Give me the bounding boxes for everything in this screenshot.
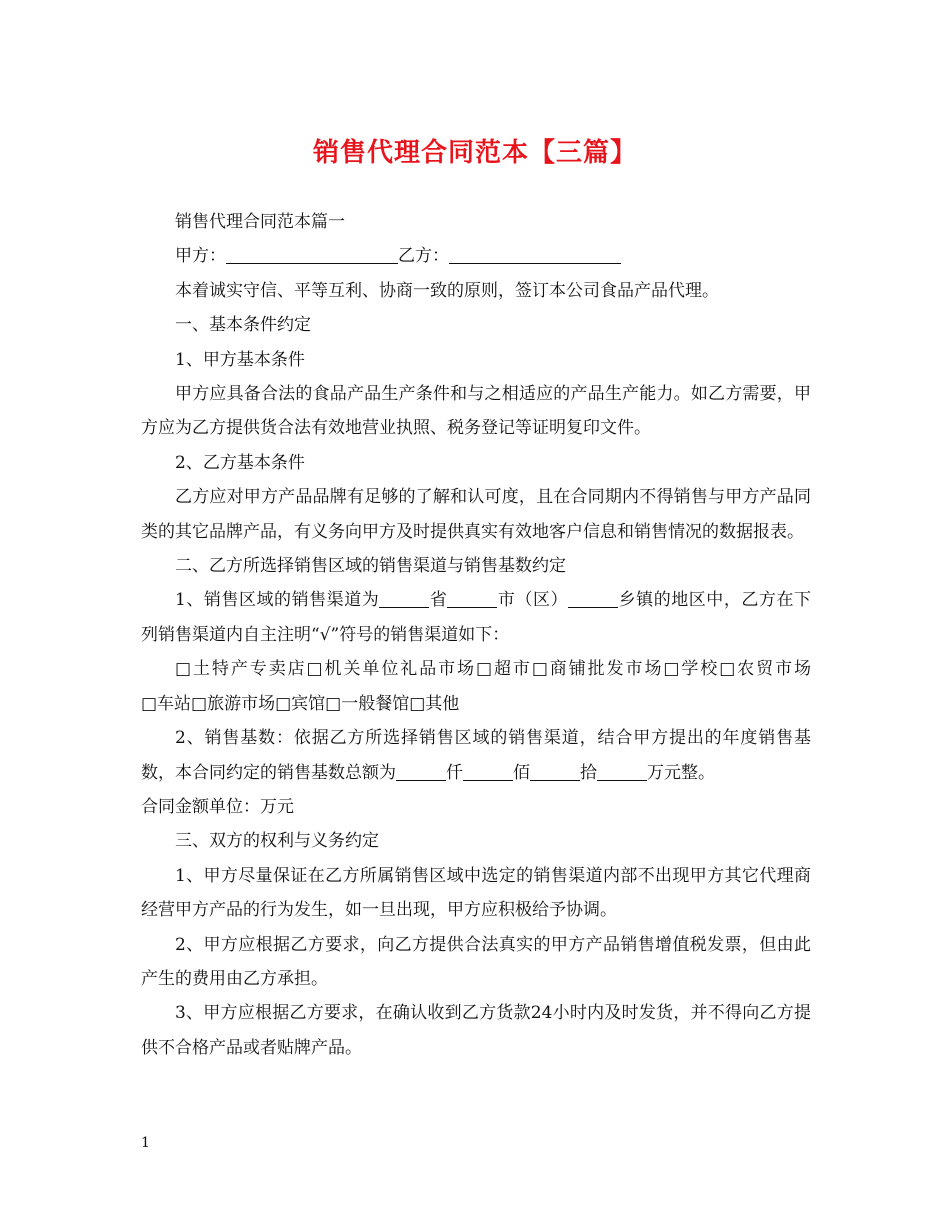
sales-area-text-3: 市（区） xyxy=(497,590,569,611)
party-a-blank xyxy=(226,245,398,264)
document-title: 销售代理合同范本【三篇】 xyxy=(312,138,637,168)
page-number: 1 xyxy=(141,1135,150,1151)
channels-checklist-line-2: □车站□旅游市场□宾馆□一般餐馆□其他 xyxy=(141,693,460,714)
sales-area-text-2: 省 xyxy=(429,590,448,611)
tens-blank xyxy=(530,762,580,781)
party-a-conditions-text: 甲方应具备合法的食品产品生产条件和与之相适应的产品生产能力。如乙方需要，甲方应为乙方提供货合法有效地营业执照、税务登记等证明复印文件。 xyxy=(141,384,811,439)
party-b-conditions-text: 乙方应对甲方产品品牌有足够的了解和认可度，且在合同期内不得销售与甲方产品同类的其它品牌产品，有义务向甲方及时提供真实有效地客户信息和销售情况的数据报表。 xyxy=(141,487,811,542)
sales-base-text-2: 仟 xyxy=(446,762,463,783)
heading-party-b-conditions: 2、乙方基本条件 xyxy=(175,452,305,473)
town-blank xyxy=(568,589,618,608)
sales-area-text-4: 乡镇的地区中，乙方在下列销售渠道内自主注明“√”符号的销售渠道如下： xyxy=(141,590,812,645)
sales-base-text-5: 万元整。 xyxy=(647,762,715,783)
right-item-2: 2、甲方应根据乙方要求，向乙方提供合法真实的甲方产品销售增值税发票，但由此产生的费用由乙方承担。 xyxy=(141,934,811,989)
channels-checklist-line-1: □土特产专卖店□机关单位礼品市场□超市□商铺批发市场□学校□农贸市场 xyxy=(175,659,811,680)
document-body xyxy=(141,205,811,1065)
sales-base-paragraph xyxy=(141,721,811,790)
hundreds-blank xyxy=(463,762,513,781)
right-item-3: 3、甲方应根据乙方要求，在确认收到乙方货款24小时内及时发货，并不得向乙方提供不合格产品或者贴牌产品。 xyxy=(141,1003,811,1058)
party-b-blank xyxy=(449,245,621,264)
preamble: 本着诚实守信、平等互利、协商一致的原则，签订本公司食品产品代理。 xyxy=(175,280,719,301)
heading-party-a-conditions: 1、甲方基本条件 xyxy=(175,349,305,370)
heading-rights-obligations: 三、双方的权利与义务约定 xyxy=(175,831,379,852)
sales-area-paragraph xyxy=(141,583,811,652)
sales-area-text-1: 1、销售区域的销售渠道为 xyxy=(175,590,380,611)
right-item-1: 1、甲方尽量保证在乙方所属销售区域中选定的销售渠道内部不出现甲方其它代理商经营甲方产品的行为发生，如一旦出现，甲方应积极给予协调。 xyxy=(141,865,811,921)
heading-sales-channels: 二、乙方所选择销售区域的销售渠道与销售基数约定 xyxy=(175,556,566,577)
heading-basic-conditions: 一、基本条件约定 xyxy=(175,315,311,336)
sales-base-text-3: 佰 xyxy=(513,762,530,783)
city-blank xyxy=(447,589,497,608)
province-blank xyxy=(379,589,429,608)
units-blank xyxy=(597,762,647,781)
party-a-label: 甲方： xyxy=(175,246,226,267)
sales-base-text-1: 2、销售基数：依据乙方所选择销售区域的销售渠道，结合甲方提出的年度销售基数，本合同约定的销售基数总额为 xyxy=(141,728,811,783)
section-heading: 销售代理合同范本篇一 xyxy=(175,212,345,232)
parties-line xyxy=(141,239,811,273)
amount-unit-note: 合同金额单位：万元 xyxy=(141,796,294,817)
sales-base-text-4: 拾 xyxy=(580,762,597,783)
party-b-label: 乙方： xyxy=(398,246,449,267)
thousands-blank xyxy=(396,762,446,781)
